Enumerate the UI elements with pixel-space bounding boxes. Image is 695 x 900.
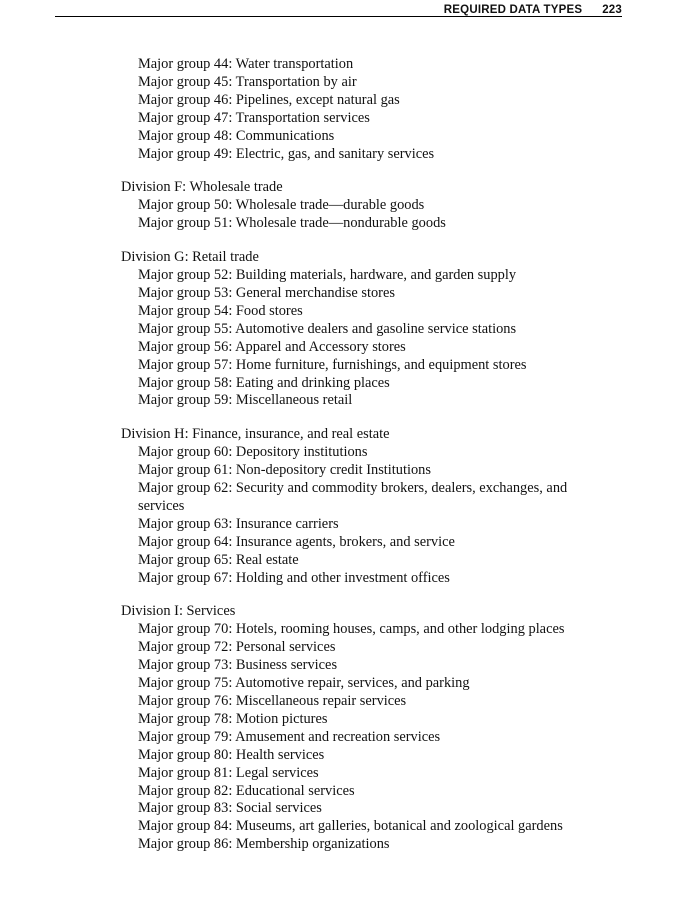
major-group-item: Major group 48: Communications <box>138 127 335 144</box>
major-group-item: Major group 67: Holding and other investment offices <box>138 569 450 586</box>
major-group-item: Major group 63: Insurance carriers <box>138 515 339 532</box>
major-group-item: Major group 82: Educational services <box>138 782 355 799</box>
major-group-item: Major group 78: Motion pictures <box>138 710 328 727</box>
section-gap <box>121 233 621 249</box>
major-group-item: Major group 47: Transportation services <box>138 109 370 126</box>
major-group-item: Major group 80: Health services <box>138 746 325 763</box>
major-group-item: Major group 49: Electric, gas, and sanitary services <box>138 145 435 162</box>
major-group-item: Major group 53: General merchandise stores <box>138 284 395 301</box>
division-heading: Division F: Wholesale trade <box>121 179 283 196</box>
major-group-item: Major group 83: Social services <box>138 800 322 817</box>
page-number: 223 <box>602 4 622 16</box>
major-group-item: Major group 70: Hotels, rooming houses, camps, and other lodging places <box>138 621 565 638</box>
sic-list <box>121 56 621 854</box>
section-gap <box>121 410 621 426</box>
major-group-item: Major group 86: Membership organizations <box>138 836 390 853</box>
major-group-continuation: services <box>138 497 185 514</box>
major-group-item: Major group 76: Miscellaneous repair services <box>138 693 407 709</box>
division-heading: Division I: Services <box>121 603 236 620</box>
running-header <box>444 4 622 16</box>
major-group-item: Major group 54: Food stores <box>138 302 303 319</box>
major-group-item: Major group 64: Insurance agents, brokers, and service <box>138 533 455 550</box>
major-group-item: Major group 46: Pipelines, except natural gas <box>138 91 400 108</box>
section-gap <box>121 163 621 179</box>
major-group-item: Major group 60: Depository institutions <box>138 444 368 461</box>
major-group-item: Major group 51: Wholesale trade—nondurable goods <box>138 215 446 232</box>
major-group-item: Major group 61: Non-depository credit Institutions <box>138 462 431 479</box>
running-title: REQUIRED DATA TYPES <box>443 4 583 16</box>
major-group-item: Major group 75: Automotive repair, services, and parking <box>138 675 470 692</box>
major-group-item: Major group 44: Water transportation <box>138 56 354 72</box>
major-group-item: Major group 58: Eating and drinking places <box>138 374 390 391</box>
header-rule <box>55 16 622 17</box>
major-group-item: Major group 65: Real estate <box>138 551 299 568</box>
major-group-item: Major group 62: Security and commodity brokers, dealers, exchanges, and <box>138 480 568 497</box>
major-group-item: Major group 56: Apparel and Accessory stores <box>138 338 406 355</box>
major-group-item: Major group 57: Home furniture, furnishings, and equipment stores <box>138 356 527 373</box>
major-group-item: Major group 55: Automotive dealers and gasoline service stations <box>138 320 517 337</box>
major-group-item: Major group 84: Museums, art galleries, botanical and zoological gardens <box>138 818 563 835</box>
major-group-item: Major group 45: Transportation by air <box>138 73 357 90</box>
major-group-item: Major group 79: Amusement and recreation services <box>138 728 441 745</box>
major-group-item: Major group 73: Business services <box>138 657 338 674</box>
major-group-item: Major group 72: Personal services <box>138 639 336 656</box>
major-group-item: Major group 52: Building materials, hardware, and garden supply <box>138 267 517 284</box>
major-group-item: Major group 59: Miscellaneous retail <box>138 392 353 409</box>
section-gap <box>121 587 621 603</box>
major-group-item: Major group 81: Legal services <box>138 764 319 781</box>
division-heading: Division H: Finance, insurance, and real estate <box>121 426 390 443</box>
division-heading: Division G: Retail trade <box>121 249 259 266</box>
major-group-item: Major group 50: Wholesale trade—durable goods <box>138 197 425 214</box>
